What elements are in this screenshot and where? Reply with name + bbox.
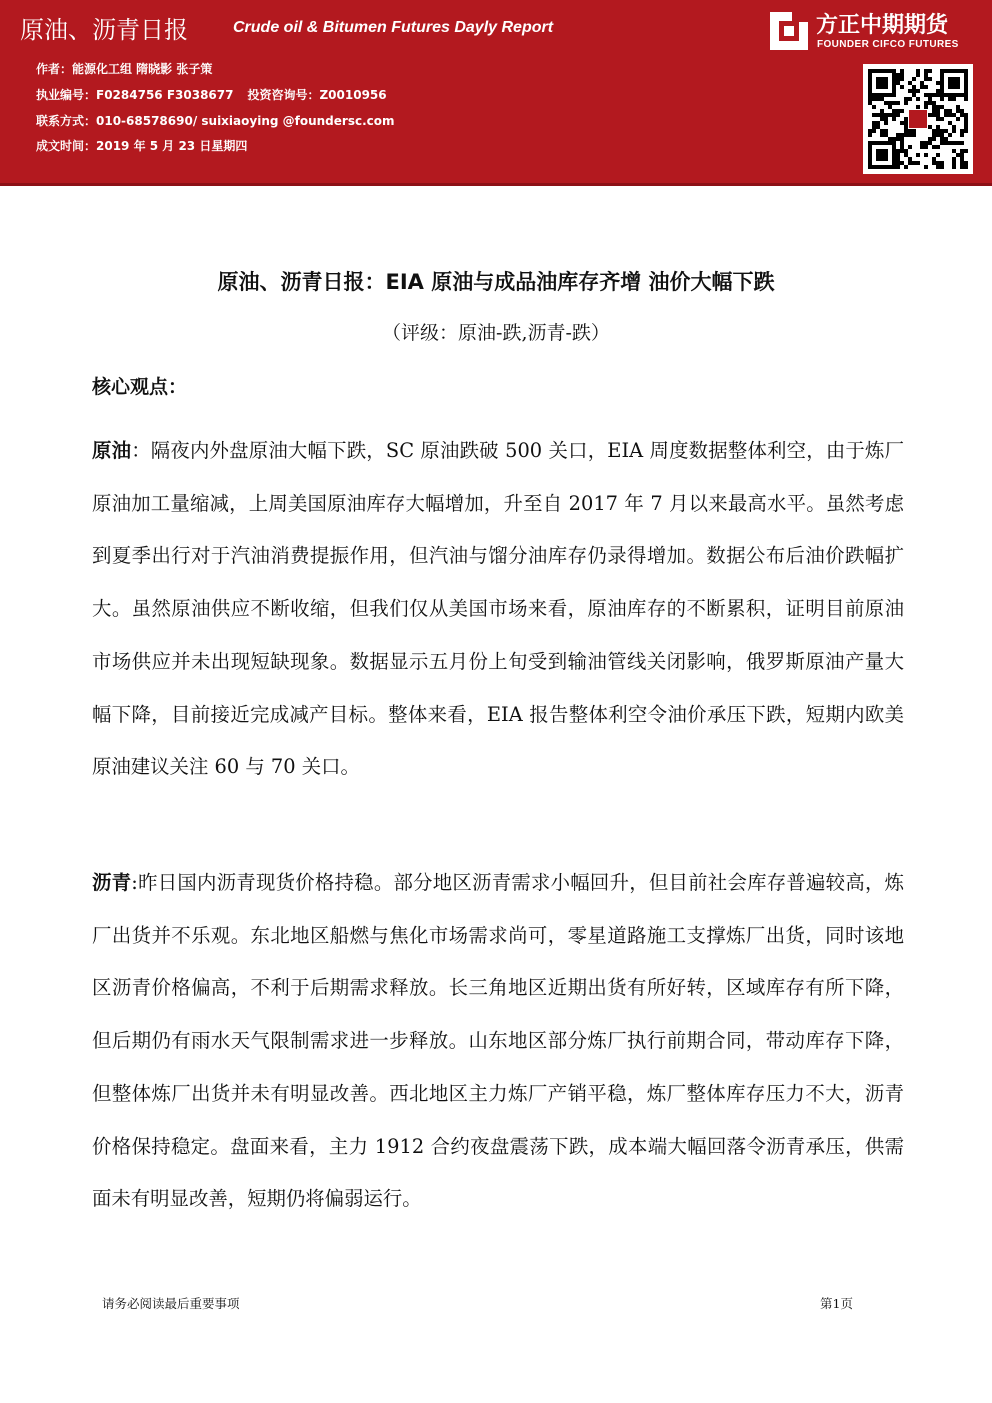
footer-notice: 请务必阅读最后重要事项 (102, 1296, 240, 1311)
bitumen-lead: 沥青 (92, 871, 132, 894)
logo-name-cn: 方正中期期货 (816, 13, 949, 38)
logo-mark-icon (768, 10, 810, 52)
crude-oil-text: ：隔夜内外盘原油大幅下跌，SC 原油跌破 500 关口，EIA 周度数据整体利空，由于炼厂原油加工量缩减，上周美国原油库存大幅增加，升至自 2017 年 7 月以来最高水平。虽然考虑到夏季出行对于汽油消费提振作用，但汽油与馏分油库存仍录得增加。数据公布后油价跌幅扩大。虽然原油供应不断收缩，但我们仅从美国市场来看，原油库存的不断累积，证明目前原油市场供应并未出现短缺现象。数据显示五月份上旬受到输油管线关闭影响，俄罗斯原油产量大幅下降，目前接近完成减产目标。整体来看，EIA 报告整体利空令油价承压下跌，短期内欧美原油建议关注 60 与 70 关口。 (92, 439, 904, 779)
license-number: 执业编号：F0284756 F3038677 (36, 88, 234, 102)
report-rating: （评级：原油-跌,沥青-跌） (382, 322, 610, 344)
crude-oil-paragraph (92, 425, 904, 794)
report-series-title-en: Crude oil & Bitumen Futures Dayly Report (233, 19, 554, 36)
header-banner (0, 0, 992, 183)
report-series-title: 原油、沥青日报 (20, 16, 188, 44)
logo-name-en: FOUNDER CIFCO FUTURES (817, 39, 959, 50)
bitumen-paragraph (92, 857, 904, 1226)
contact-line: 联系方式：010-68578690/ suixiaoying @foundersc.com (36, 114, 395, 128)
company-logo (768, 6, 983, 56)
consult-number: 投资咨询号：Z0010956 (247, 88, 387, 102)
report-title: 原油、沥青日报：EIA 原油与成品油库存齐增 油价大幅下跌 (217, 270, 775, 294)
qr-code-icon (863, 64, 973, 174)
section-heading: 核心观点： (92, 376, 188, 398)
page-number: 第1页 (820, 1296, 853, 1311)
license-line (36, 86, 387, 103)
crude-oil-lead: 原油 (92, 439, 132, 462)
header-divider (0, 183, 992, 197)
bitumen-text: :昨日国内沥青现货价格持稳。部分地区沥青需求小幅回升，但目前社会库存普遍较高，炼厂出货并不乐观。东北地区船燃与焦化市场需求尚可，零星道路施工支撑炼厂出货，同时该地区沥青价格偏高，不利于后期需求释放。长三角地区近期出货有所好转，区域库存有所下降，但后期仍有雨水天气限制需求进一步释放。山东地区部分炼厂执行前期合同，带动库存下降，但整体炼厂出货并未有明显改善。西北地区主力炼厂产销平稳，炼厂整体库存压力不大，沥青价格保持稳定。盘面来看，主力 1912 合约夜盘震荡下跌，成本端大幅回落令沥青承压，供需面未有明显改善，短期仍将偏弱运行。 (92, 871, 905, 1211)
author-line: 作者：能源化工组 隋晓影 张子策 (36, 62, 213, 76)
date-line: 成文时间：2019 年 5 月 23 日星期四 (36, 139, 248, 153)
